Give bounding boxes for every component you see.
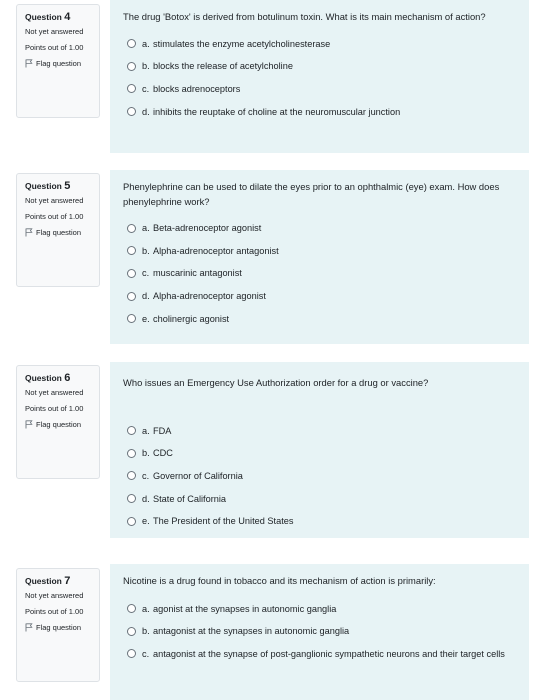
answer-option[interactable]: d. inhibits the reuptake of choline at the neuromuscular junction — [123, 106, 516, 119]
question-info — [16, 568, 100, 682]
flag-icon — [25, 59, 33, 68]
question-number: Question 4 — [25, 11, 71, 23]
answer-option[interactable]: b. Alpha-adrenoceptor antagonist — [123, 245, 516, 258]
question-content — [110, 362, 529, 538]
radio-button[interactable] — [127, 494, 136, 503]
radio-button[interactable] — [127, 449, 136, 458]
flag-icon — [25, 420, 33, 429]
answer-option[interactable]: d. State of California — [123, 493, 516, 506]
radio-button[interactable] — [127, 39, 136, 48]
flag-question-link[interactable] — [25, 623, 91, 633]
answer-option[interactable]: b. CDC — [123, 447, 516, 460]
question-points: Points out of 1.00 — [25, 43, 84, 52]
answer-option[interactable]: a. agonist at the synapses in autonomic ganglia — [123, 603, 516, 616]
flag-question-link[interactable] — [25, 228, 91, 238]
answer-option[interactable]: d. Alpha-adrenoceptor agonist — [123, 290, 516, 303]
answer-list — [123, 38, 516, 119]
flag-question-link[interactable] — [25, 59, 91, 69]
answer-option[interactable]: c. muscarinic antagonist — [123, 267, 516, 280]
question-info — [16, 173, 100, 287]
question-points: Points out of 1.00 — [25, 404, 84, 413]
question-points: Points out of 1.00 — [25, 607, 84, 616]
flag-label: Flag question — [36, 228, 82, 237]
flag-question-link[interactable] — [25, 420, 91, 430]
flag-label: Flag question — [36, 623, 82, 632]
flag-label: Flag question — [36, 420, 82, 429]
question-points: Points out of 1.00 — [25, 212, 84, 221]
radio-button[interactable] — [127, 649, 136, 658]
radio-button[interactable] — [127, 224, 136, 233]
question-text: Phenylephrine can be used to dilate the eyes prior to an ophthalmic (eye) exam. How does phenylephrine work? — [123, 181, 500, 207]
answer-option[interactable]: b. antagonist at the synapses in autonomic ganglia — [123, 625, 516, 638]
answer-option[interactable]: b. blocks the release of acetylcholine — [123, 60, 516, 73]
radio-button[interactable] — [127, 627, 136, 636]
answer-option[interactable]: a. FDA — [123, 425, 516, 438]
radio-button[interactable] — [127, 426, 136, 435]
radio-button[interactable] — [127, 314, 136, 323]
radio-button[interactable] — [127, 269, 136, 278]
question-text: The drug 'Botox' is derived from botulinum toxin. What is its main mechanism of action? — [123, 11, 486, 22]
radio-button[interactable] — [127, 517, 136, 526]
question-info — [16, 365, 100, 479]
radio-button[interactable] — [127, 107, 136, 116]
answer-option[interactable]: c. Governor of California — [123, 470, 516, 483]
question-text: Nicotine is a drug found in tobacco and its mechanism of action is primarily: — [123, 575, 436, 586]
flag-icon — [25, 623, 33, 632]
radio-button[interactable] — [127, 292, 136, 301]
answer-list — [123, 425, 516, 528]
question-content — [110, 170, 529, 344]
radio-button[interactable] — [127, 84, 136, 93]
question-info — [16, 4, 100, 118]
question-status: Not yet answered — [25, 591, 84, 600]
question-status: Not yet answered — [25, 27, 84, 36]
question-status: Not yet answered — [25, 196, 84, 205]
answer-option[interactable]: c. blocks adrenoceptors — [123, 83, 516, 96]
flag-label: Flag question — [36, 59, 82, 68]
question-number: Question 6 — [25, 372, 71, 384]
question-status: Not yet answered — [25, 388, 84, 397]
question-number: Question 5 — [25, 180, 71, 192]
radio-button[interactable] — [127, 604, 136, 613]
radio-button[interactable] — [127, 471, 136, 480]
answer-list — [123, 222, 516, 325]
answer-list — [123, 603, 516, 661]
answer-option[interactable]: e. The President of the United States — [123, 515, 516, 528]
flag-icon — [25, 228, 33, 237]
radio-button[interactable] — [127, 62, 136, 71]
question-text: Who issues an Emergency Use Authorization order for a drug or vaccine? — [123, 377, 429, 388]
question-content — [110, 564, 529, 700]
answer-option[interactable]: c. antagonist at the synapse of post-ganglionic sympathetic neurons and their target cells — [123, 648, 516, 661]
answer-option[interactable]: e. cholinergic agonist — [123, 313, 516, 326]
answer-option[interactable]: a. Beta-adrenoceptor agonist — [123, 222, 516, 235]
answer-option[interactable]: a. stimulates the enzyme acetylcholinesterase — [123, 38, 516, 51]
radio-button[interactable] — [127, 246, 136, 255]
question-content — [110, 0, 529, 153]
question-number: Question 7 — [25, 575, 71, 587]
